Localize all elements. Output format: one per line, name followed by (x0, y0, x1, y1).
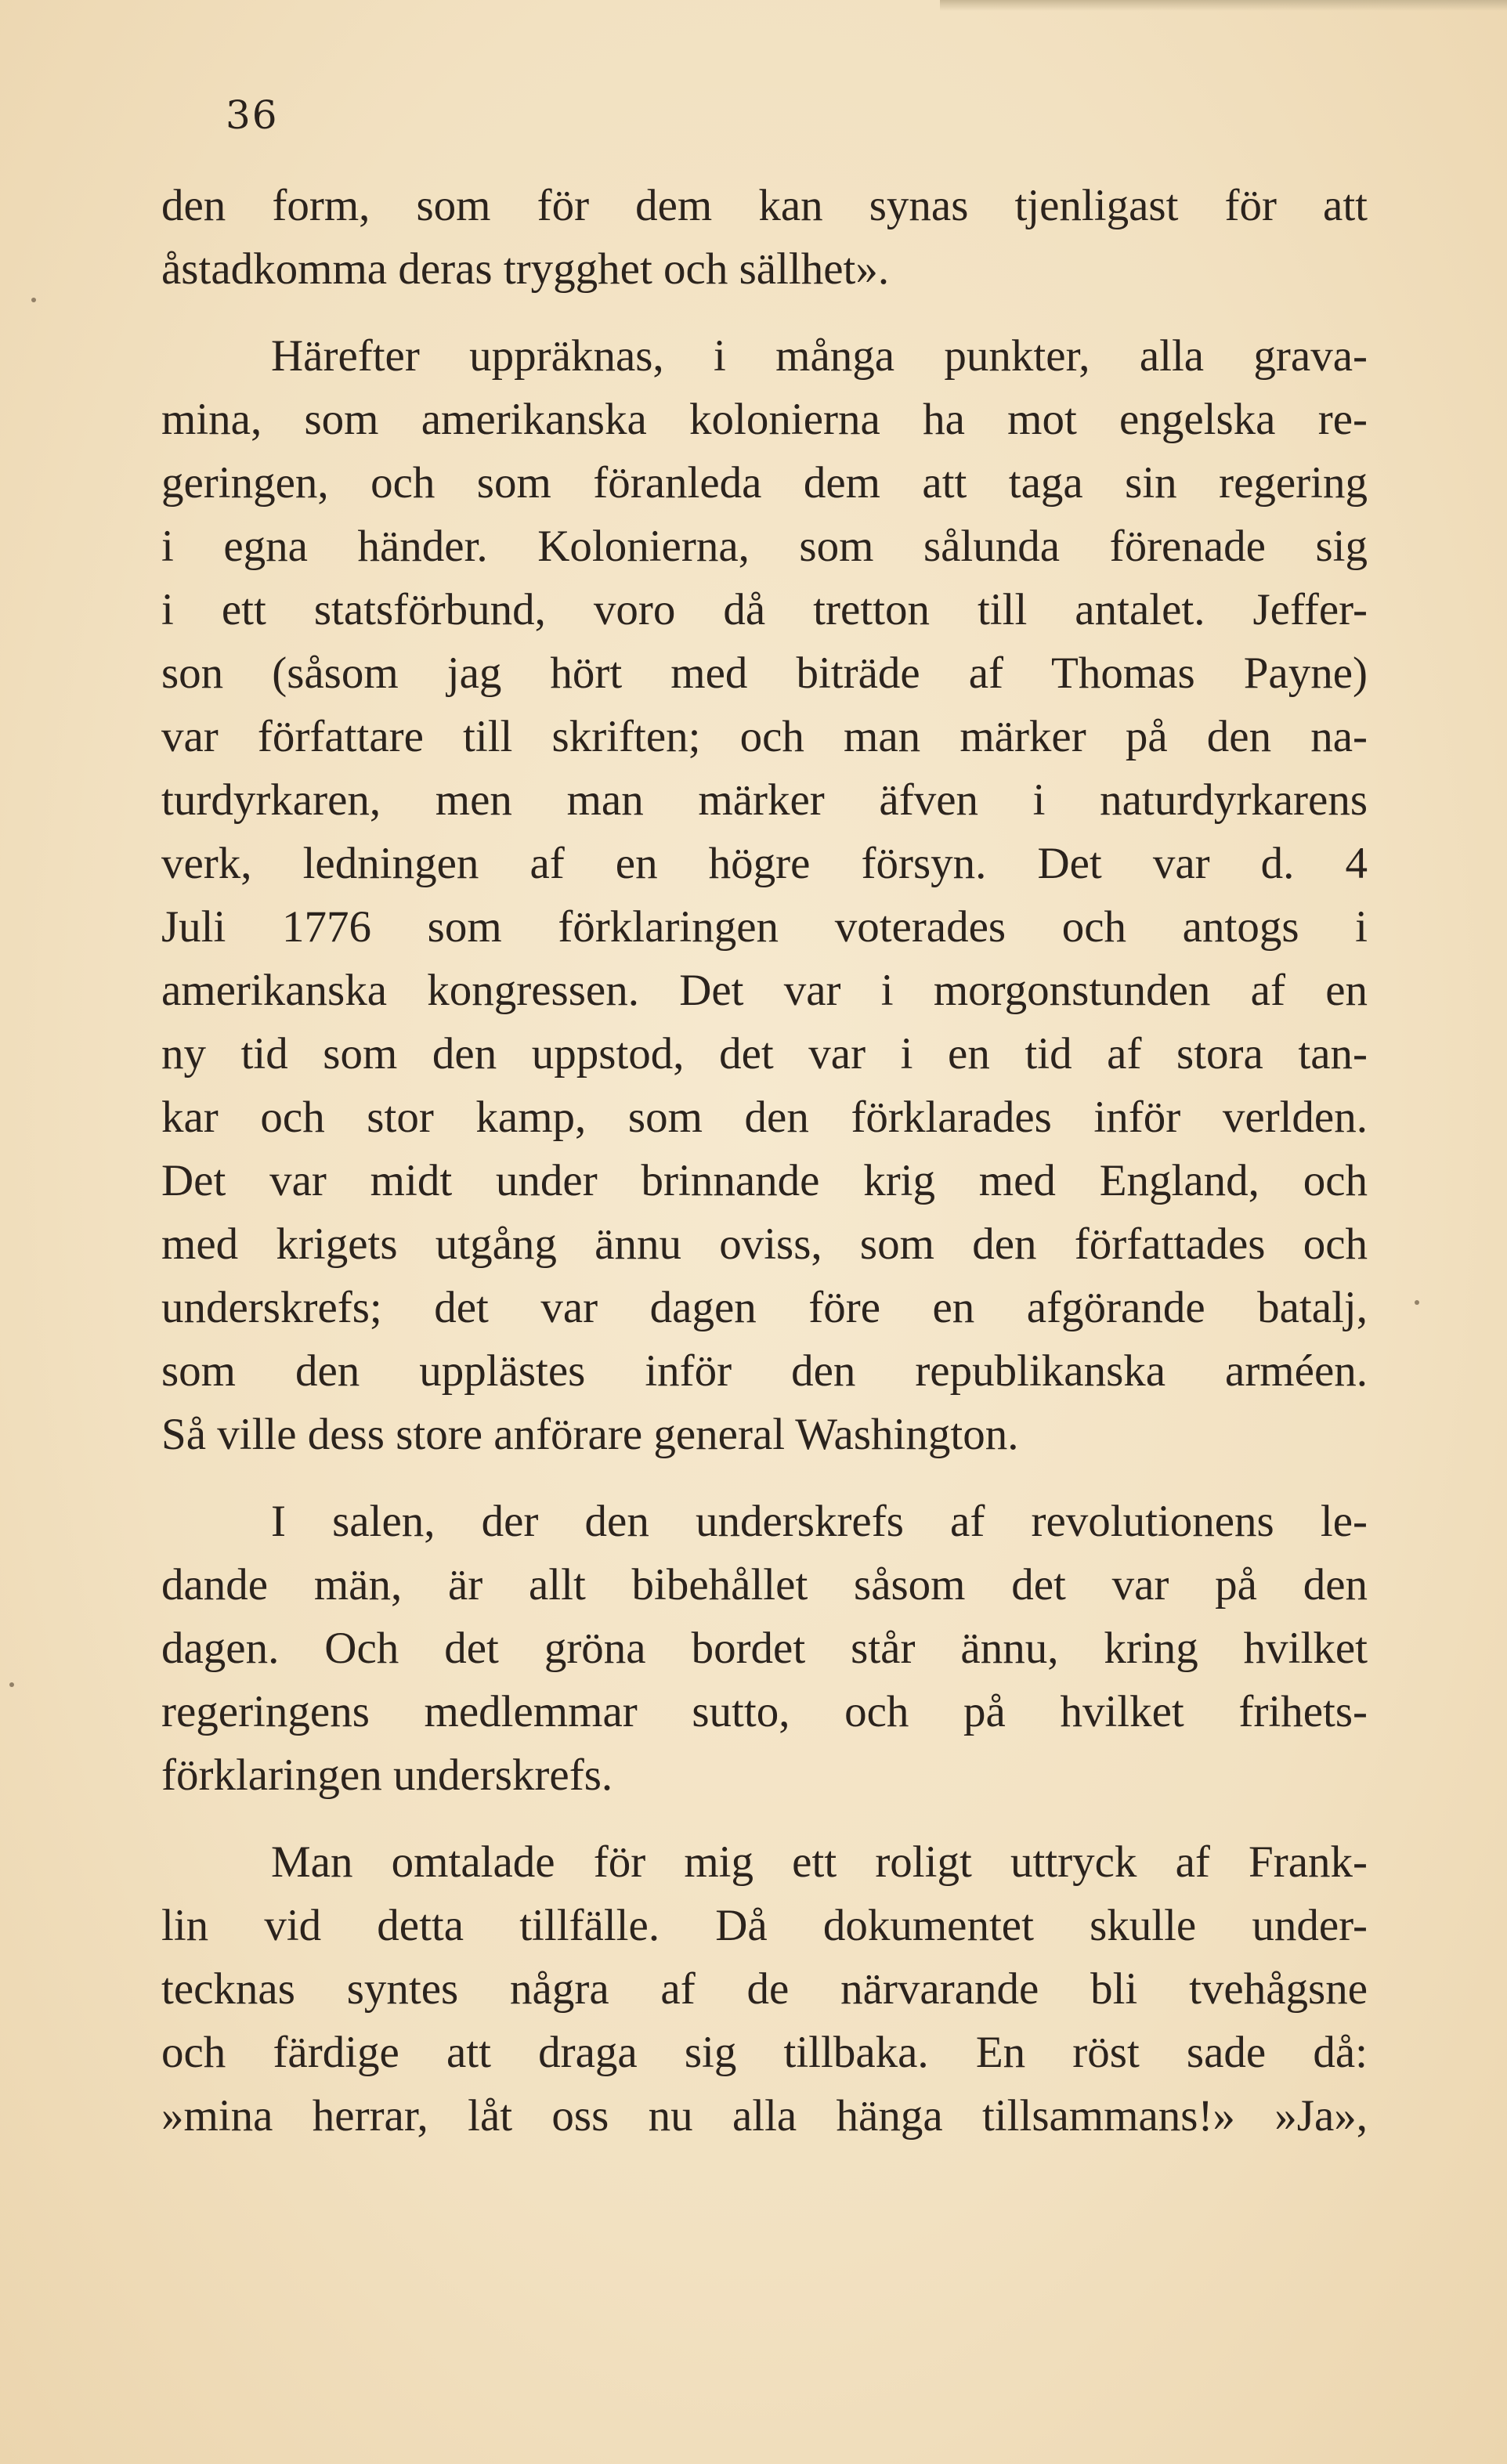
paper-speck (1415, 1300, 1419, 1305)
text-line: i egna händer. Kolonierna, som sålunda förenade sig (161, 522, 1368, 571)
page-edge-shadow (940, 0, 1507, 11)
body-text (161, 174, 1368, 2148)
text-line: dande män, är allt bibehållet såsom det var på den (161, 1560, 1368, 1610)
page-number: 36 (226, 92, 279, 138)
text-line: verk, ledningen af en högre försyn. Det var d. 4 (161, 839, 1368, 888)
paper-speck (9, 1682, 14, 1687)
text-line: geringen, och som föranleda dem att taga sin regering (161, 458, 1368, 508)
paragraph-gap (161, 301, 1368, 324)
text-line: och färdige att draga sig tillbaka. En röst sade då: (161, 2028, 1368, 2077)
text-line: i ett statsförbund, voro då tretton till antalet. Jeffer- (161, 585, 1368, 634)
text-line: var författare till skriften; och man märker på den na- (161, 712, 1368, 761)
text-line: tecknas syntes några af de närvarande bli tvehågsne (161, 1964, 1368, 2014)
paragraph (161, 1490, 1368, 1807)
text-line: underskrefs; det var dagen före en afgörande batalj, (161, 1283, 1368, 1332)
text-line: Man omtalade för mig ett roligt uttryck af Frank- (271, 1837, 1368, 1887)
text-line: ny tid som den uppstod, det var i en tid af stora tan- (161, 1029, 1368, 1078)
paragraph (161, 174, 1368, 301)
text-line: mina, som amerikanska kolonierna ha mot engelska re- (161, 395, 1368, 444)
text-line: Så ville dess store anförare general Washington. (161, 1410, 1019, 1459)
text-line: dagen. Och det gröna bordet står ännu, kring hvilket (161, 1624, 1368, 1673)
text-line: förklaringen underskrefs. (161, 1750, 613, 1800)
text-line: regeringens medlemmar sutto, och på hvilket frihets- (161, 1687, 1368, 1736)
text-line: Det var midt under brinnande krig med England, och (161, 1156, 1368, 1205)
text-line: lin vid detta tillfälle. Då dokumentet skulle under- (161, 1901, 1368, 1950)
text-line: med krigets utgång ännu oviss, som den författades och (161, 1219, 1368, 1269)
text-line: I salen, der den underskrefs af revolutionens le- (271, 1497, 1368, 1546)
paper-speck (31, 298, 36, 302)
text-line: åstadkomma deras trygghet och sällhet». (161, 244, 890, 294)
text-line: den form, som för dem kan synas tjenligast för att (161, 181, 1368, 230)
text-line: Juli 1776 som förklaringen voterades och antogs i (161, 902, 1368, 952)
text-line: turdyrkaren, men man märker äfven i naturdyrkarens (161, 775, 1368, 825)
paragraph (161, 1830, 1368, 2148)
text-line: som den upplästes inför den republikanska arméen. (161, 1346, 1368, 1396)
text-line: son (såsom jag hört med biträde af Thomas Payne) (161, 649, 1368, 698)
text-line: Härefter uppräknas, i många punkter, alla grava- (271, 331, 1368, 381)
text-line: kar och stor kamp, som den förklarades inför verlden. (161, 1093, 1368, 1142)
text-line: amerikanska kongressen. Det var i morgonstunden af en (161, 966, 1368, 1015)
paragraph-gap (161, 1466, 1368, 1490)
paragraph (161, 324, 1368, 1466)
paragraph-gap (161, 1807, 1368, 1830)
text-line: »mina herrar, låt oss nu alla hänga tillsammans!» »Ja», (161, 2091, 1368, 2141)
